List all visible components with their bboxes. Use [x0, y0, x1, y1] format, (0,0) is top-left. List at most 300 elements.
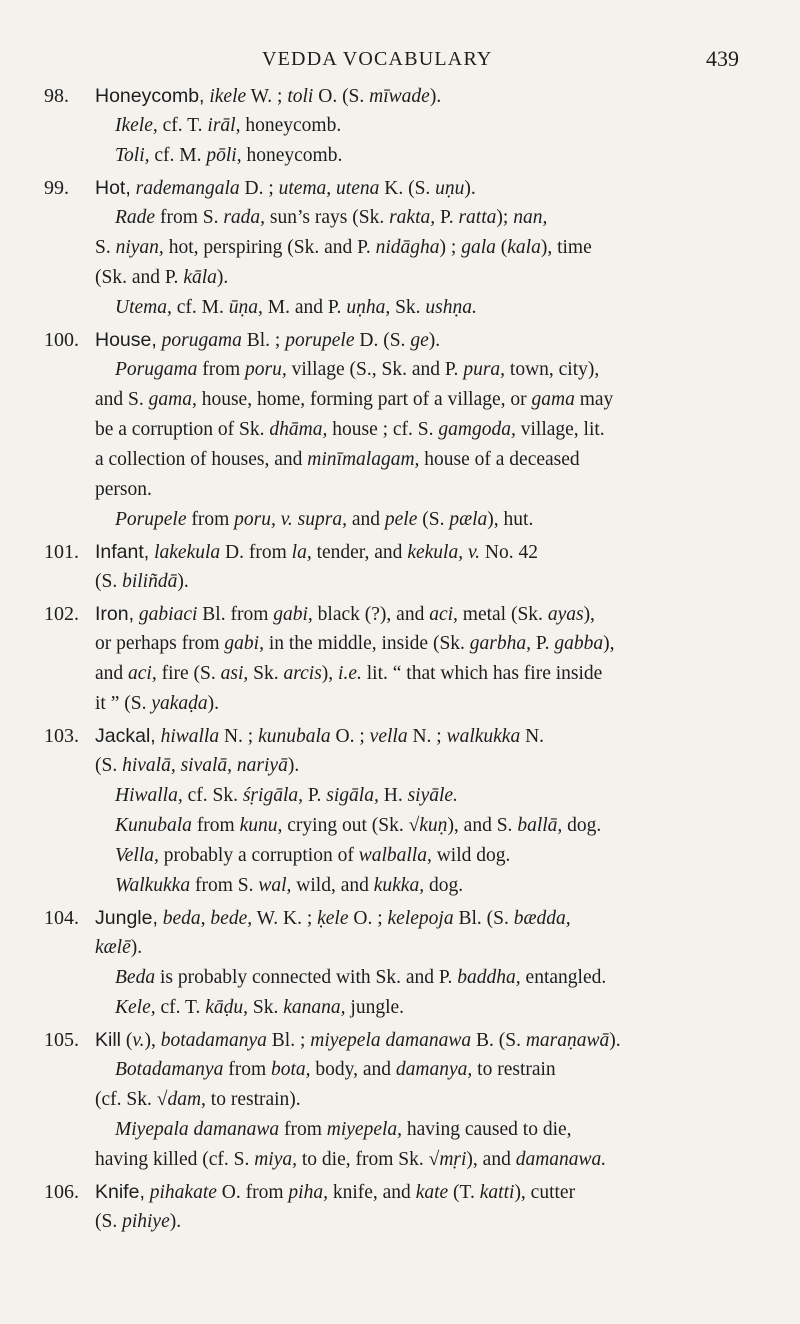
line-text [115, 781, 458, 811]
text-run: sun’s rays (Sk. [265, 207, 390, 228]
italic-term: porugama [161, 330, 242, 351]
italic-term: mīwade [369, 86, 430, 107]
text-run: D. ; [239, 178, 279, 199]
text-run: cf. M. [149, 145, 207, 166]
italic-term: rademangala [135, 178, 240, 199]
italic-term: vella [369, 726, 408, 747]
italic-term: ayas [547, 604, 584, 625]
text-run: and [347, 509, 385, 530]
text-run: cf. T. [157, 115, 208, 136]
text-run: crying out (Sk. [282, 815, 409, 836]
text-line [0, 325, 800, 355]
text-run: from [191, 815, 240, 836]
text-run: Bl. ; [266, 1030, 311, 1051]
text-run: probably a corruption of [158, 845, 359, 866]
text-run: M. and P. [262, 297, 347, 318]
italic-term: garbha, [469, 633, 532, 654]
text-line [0, 659, 800, 689]
text-run: N. ; [407, 726, 447, 747]
italic-term: i.e. [338, 663, 362, 684]
italic-term: pæla [449, 509, 488, 530]
text-line [0, 1025, 800, 1055]
vocab-entry [0, 173, 800, 323]
text-run: Bl. (S. [453, 908, 514, 929]
text-run: ). [287, 755, 300, 776]
text-run: wild dog. [431, 845, 511, 866]
vocab-entry [0, 325, 800, 535]
headword: Knife, [95, 1181, 145, 1203]
italic-term: gabi, [273, 604, 313, 625]
text-run: lit. “ that which has fire inside [361, 663, 603, 684]
italic-term: pihakate [149, 1182, 217, 1203]
line-text [115, 355, 599, 385]
text-run: cf. M. [171, 297, 229, 318]
text-run: P. [302, 785, 327, 806]
italic-term: ḳele [317, 908, 349, 929]
text-run: from [279, 1119, 327, 1140]
text-run: D. from [220, 542, 292, 563]
line-text [95, 385, 613, 415]
text-run: village (S., Sk. and P. [286, 359, 464, 380]
line-text [115, 841, 510, 871]
headword: Honeycomb, [95, 85, 205, 107]
text-run: P. [435, 207, 459, 228]
vocab-entry [0, 537, 800, 597]
line-text [95, 263, 228, 293]
text-run: having killed (cf. S. [95, 1149, 255, 1170]
line-text [95, 445, 580, 475]
italic-term: beda, bede, [162, 908, 253, 929]
text-run: ), hut. [487, 509, 534, 530]
italic-term: irāl, [207, 115, 241, 136]
text-run: a collection of houses, and [95, 449, 308, 470]
italic-term: Utema, [115, 297, 172, 318]
italic-term: walballa, [358, 845, 432, 866]
italic-term: siyāle. [407, 785, 458, 806]
italic-term: gama, [148, 389, 197, 410]
text-line [0, 629, 800, 659]
text-line [0, 689, 800, 719]
text-line [0, 111, 800, 141]
italic-term: sigāla, [326, 785, 379, 806]
line-text [95, 689, 219, 719]
italic-term: niyan, [115, 237, 164, 258]
text-run: O. (S. [313, 86, 370, 107]
entry-number: 105. [44, 1029, 79, 1051]
text-run: may [574, 389, 614, 410]
line-text [115, 203, 547, 233]
line-text [115, 811, 601, 841]
italic-term: Toli, [115, 145, 150, 166]
text-line [0, 1055, 800, 1085]
text-run: from S. [155, 207, 224, 228]
headword: Infant, [95, 541, 150, 563]
italic-term: Hiwalla, [115, 785, 183, 806]
text-line [0, 475, 800, 505]
line-text [95, 1085, 301, 1115]
line-text [95, 933, 142, 963]
line-text [115, 871, 463, 901]
text-line [0, 841, 800, 871]
text-run: ), and S. [447, 815, 518, 836]
text-run: cf. Sk. [182, 785, 243, 806]
italic-term: biliñdā [122, 571, 178, 592]
text-run: honeycomb. [240, 115, 342, 136]
text-line [0, 599, 800, 629]
text-line [0, 415, 800, 445]
text-run: house of a deceased [419, 449, 580, 470]
entry-number: 100. [44, 329, 79, 351]
text-run: ). [207, 693, 220, 714]
text-run: Sk. [248, 997, 284, 1018]
text-run: No. 42 [480, 542, 538, 563]
italic-term: kāḍu, [205, 997, 249, 1018]
text-line [0, 1177, 800, 1207]
text-run: tender, and [311, 542, 408, 563]
italic-term: gama [531, 389, 575, 410]
text-run: and S. [95, 389, 149, 410]
text-run: P. [531, 633, 555, 654]
italic-term: kunu, [239, 815, 283, 836]
italic-term: kekula, v. [407, 542, 481, 563]
vocabulary-entries [0, 81, 800, 1239]
vocab-entry [0, 1177, 800, 1237]
text-run: town, city), [505, 359, 600, 380]
italic-term: ge [410, 330, 429, 351]
italic-term: √dam, [156, 1089, 206, 1110]
text-run: O. from [216, 1182, 289, 1203]
text-run: dog. [424, 875, 464, 896]
headword: Iron, [95, 603, 135, 625]
text-line [0, 355, 800, 385]
text-run: from [197, 359, 245, 380]
text-run: O. ; [330, 726, 370, 747]
vocab-entry [0, 903, 800, 1023]
italic-term: kukka, [373, 875, 425, 896]
text-line [0, 1085, 800, 1115]
line-text [95, 81, 441, 112]
text-run: ). [169, 1211, 182, 1232]
italic-term: ballā, [517, 815, 563, 836]
text-run: ). [464, 178, 476, 199]
italic-term: porupele [285, 330, 355, 351]
text-line [0, 293, 800, 323]
italic-term: poru, v. supra, [234, 509, 347, 530]
text-run: ), [583, 604, 595, 625]
italic-term: pihiye [122, 1211, 170, 1232]
italic-term: uṇu [435, 178, 465, 199]
italic-term: lakekula [154, 542, 221, 563]
text-line [0, 567, 800, 597]
text-run: entangled. [520, 967, 607, 988]
entry-number: 102. [44, 603, 79, 625]
text-run: black (?), and [312, 604, 430, 625]
italic-term: asi, [220, 663, 249, 684]
text-run: (S. [95, 571, 123, 592]
italic-term: gamgoda, [438, 419, 516, 440]
italic-term: kælē [95, 937, 131, 958]
italic-term: Kunubala [115, 815, 192, 836]
italic-term: Porupele [115, 509, 187, 530]
italic-term: gabi, [224, 633, 264, 654]
italic-term: pura, [463, 359, 506, 380]
line-text [95, 599, 595, 630]
italic-term: rakta, [389, 207, 436, 228]
text-line [0, 1207, 800, 1237]
italic-term: ratta [458, 207, 497, 228]
text-run: hot, perspiring (Sk. and P. [163, 237, 376, 258]
line-text [115, 293, 477, 323]
italic-term: la, [291, 542, 312, 563]
text-run: Sk. [248, 663, 284, 684]
text-line [0, 1115, 800, 1145]
text-run: ), cutter [514, 1182, 576, 1203]
text-line [0, 993, 800, 1023]
italic-term: Porugama [115, 359, 198, 380]
italic-term: Vella, [115, 845, 159, 866]
italic-term: bædda, [513, 908, 571, 929]
text-line [0, 173, 800, 203]
italic-term: baddha, [457, 967, 521, 988]
line-text [95, 903, 571, 934]
italic-term: botadamanya [160, 1030, 267, 1051]
text-line [0, 385, 800, 415]
italic-term: gala [461, 237, 496, 258]
italic-term: v. [132, 1030, 145, 1051]
text-line [0, 505, 800, 535]
line-text [95, 233, 592, 263]
italic-term: katti [479, 1182, 515, 1203]
italic-term: miya, [254, 1149, 297, 1170]
text-run: ), time [540, 237, 592, 258]
line-text [95, 751, 299, 781]
text-run: (S. [417, 509, 450, 530]
italic-term: bota, [270, 1059, 311, 1080]
italic-term: hivalā, sivalā, nariyā [122, 755, 288, 776]
text-run: ), [603, 633, 615, 654]
text-run: wild, and [291, 875, 374, 896]
italic-term: ushṇa. [425, 297, 477, 318]
text-run: H. [378, 785, 408, 806]
vocab-entry [0, 1025, 800, 1175]
text-run: from S. [190, 875, 259, 896]
text-run: or perhaps from [95, 633, 225, 654]
italic-term: minīmalagam, [307, 449, 420, 470]
vocab-entry [0, 721, 800, 901]
text-run: ). [429, 86, 442, 107]
italic-term: kanana, [283, 997, 346, 1018]
italic-term: kāla [183, 267, 217, 288]
text-run: Bl. from [197, 604, 274, 625]
text-run: (cf. Sk. [95, 1089, 157, 1110]
running-head: VEDDA VOCABULARY [262, 48, 493, 70]
text-run: it ” (S. [95, 693, 152, 714]
text-run: ). [130, 937, 143, 958]
text-run: to die, from Sk. [297, 1149, 429, 1170]
text-run: N. [520, 726, 545, 747]
line-text [95, 659, 602, 689]
line-text [95, 629, 614, 659]
text-line [0, 933, 800, 963]
italic-term: śṛigāla, [242, 785, 303, 806]
text-line [0, 811, 800, 841]
italic-term: pōli, [206, 145, 242, 166]
text-run: ), and [466, 1149, 516, 1170]
italic-term: miyepela damanawa [310, 1030, 472, 1051]
text-run: K. (S. [379, 178, 436, 199]
italic-term: nidāgha [375, 237, 440, 258]
text-run: ( [121, 1030, 133, 1051]
entry-number: 99. [44, 177, 69, 199]
vocab-entry [0, 81, 800, 171]
italic-term: pele [384, 509, 418, 530]
line-text [95, 1145, 606, 1175]
italic-term: aci, [429, 604, 458, 625]
italic-term: kunubala [258, 726, 331, 747]
text-line [0, 263, 800, 293]
entry-number: 98. [44, 85, 69, 107]
text-run: (S. [95, 755, 123, 776]
text-run: in the middle, inside (Sk. [263, 633, 470, 654]
italic-term: toli [287, 86, 314, 107]
text-run: house, home, forming part of a village, or [196, 389, 532, 410]
text-run: ), [321, 663, 339, 684]
text-run: W. K. ; [252, 908, 318, 929]
line-text [95, 537, 538, 568]
italic-term: kelepoja [387, 908, 454, 929]
italic-term: piha, [288, 1182, 328, 1203]
entry-number: 106. [44, 1181, 79, 1203]
text-line [0, 721, 800, 751]
text-run: ). [177, 571, 189, 592]
italic-term: gabba [554, 633, 604, 654]
italic-term: walkukka [446, 726, 521, 747]
italic-term: poru, [245, 359, 287, 380]
italic-term: √mṛi [428, 1149, 467, 1170]
line-text [95, 1207, 181, 1237]
text-run: D. (S. [354, 330, 411, 351]
italic-term: hiwalla [160, 726, 220, 747]
headword: Jackal, [95, 725, 156, 747]
text-run: ). [428, 330, 441, 351]
text-run: body, and [310, 1059, 396, 1080]
line-text [115, 1115, 572, 1145]
italic-term: Rade [115, 207, 156, 228]
text-line [0, 233, 800, 263]
text-run: dog. [562, 815, 602, 836]
line-text [115, 505, 533, 535]
line-text [95, 567, 189, 597]
text-line [0, 871, 800, 901]
page-header [0, 44, 800, 74]
italic-term: wal, [258, 875, 292, 896]
text-run: ) ; [439, 237, 462, 258]
text-run: house ; cf. S. [327, 419, 439, 440]
text-line [0, 1145, 800, 1175]
text-run: ), [144, 1030, 161, 1051]
italic-term: kate [415, 1182, 449, 1203]
line-text [95, 721, 544, 752]
line-text [95, 325, 440, 356]
italic-term: ikele [209, 86, 247, 107]
text-run: Bl. ; [241, 330, 286, 351]
text-run: to restrain). [205, 1089, 301, 1110]
headword: Kill [95, 1029, 122, 1051]
italic-term: uṇha, [346, 297, 391, 318]
text-run: to restrain [472, 1059, 556, 1080]
italic-term: maraṇawā [525, 1030, 610, 1051]
italic-term: miyepela, [326, 1119, 403, 1140]
text-run: fire (S. [156, 663, 221, 684]
italic-term: nan, [513, 207, 548, 228]
text-line [0, 781, 800, 811]
italic-term: arcis [283, 663, 322, 684]
text-run: person. [95, 479, 152, 500]
text-run: B. (S. [471, 1030, 526, 1051]
entry-number: 104. [44, 907, 79, 929]
text-run: cf. T. [155, 997, 206, 1018]
line-text [95, 415, 605, 445]
text-run: N. ; [219, 726, 259, 747]
line-text [115, 111, 341, 141]
italic-term: damanawa. [515, 1149, 607, 1170]
text-run: from [186, 509, 235, 530]
italic-term: dhāma, [269, 419, 328, 440]
text-line [0, 141, 800, 171]
text-run: knife, and [327, 1182, 416, 1203]
text-run: (Sk. and P. [95, 267, 184, 288]
vocab-entry [0, 599, 800, 719]
text-run: O. ; [348, 908, 388, 929]
text-line [0, 963, 800, 993]
line-text [95, 1177, 575, 1208]
headword: Hot, [95, 177, 131, 199]
italic-term: kala [507, 237, 541, 258]
entry-number: 103. [44, 725, 79, 747]
italic-term: Beda [115, 967, 156, 988]
text-run: jungle. [345, 997, 405, 1018]
text-run: W. ; [246, 86, 288, 107]
line-text [95, 1025, 621, 1056]
line-text [95, 475, 152, 505]
text-run: and [95, 663, 129, 684]
text-run: ( [495, 237, 508, 258]
text-run: ). [216, 267, 229, 288]
line-text [115, 141, 342, 171]
headword: Jungle, [95, 907, 158, 929]
text-line [0, 751, 800, 781]
text-run: honeycomb. [241, 145, 343, 166]
line-text [115, 1055, 556, 1085]
text-run: be a corruption of Sk. [95, 419, 270, 440]
italic-term: yakaḍa [151, 693, 208, 714]
text-run: having caused to die, [402, 1119, 572, 1140]
text-run: village, lit. [515, 419, 605, 440]
line-text [115, 993, 404, 1023]
line-text [115, 963, 606, 993]
italic-term: √kuṇ [408, 815, 448, 836]
text-line [0, 445, 800, 475]
italic-term: gabiaci [138, 604, 198, 625]
italic-term: damanya, [395, 1059, 473, 1080]
italic-term: rada, [223, 207, 266, 228]
headword: House, [95, 329, 157, 351]
text-run: (T. [448, 1182, 480, 1203]
italic-term: ūṇa, [228, 297, 263, 318]
text-run: from [223, 1059, 271, 1080]
page-number: 439 [706, 46, 739, 71]
text-run: (S. [95, 1211, 123, 1232]
